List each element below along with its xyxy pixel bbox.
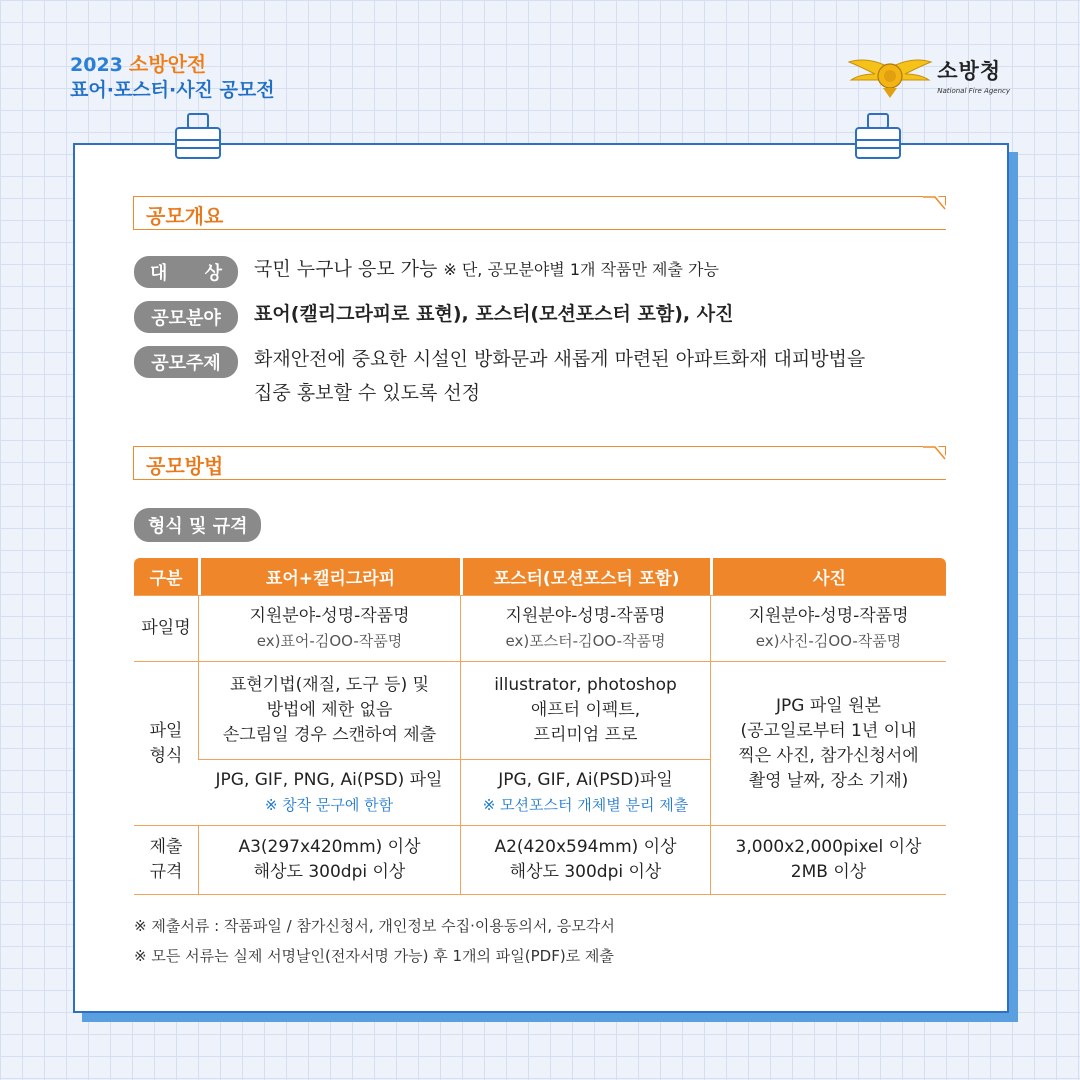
column-header: 포스터(모션포스터 포함) [460, 558, 710, 595]
theme-text: 화재안전에 중요한 시설인 방화문과 새롭게 마련된 아파트화재 대피방법을 집중 홍보할 수 있도록 선정 [254, 348, 866, 404]
field-row [134, 301, 733, 333]
table-cell: 지원분야-성명-작품명 ex)표어-김OO-작품명 [198, 595, 460, 661]
row-label: 제출 규격 [134, 825, 198, 895]
year-label: 2023 [70, 54, 123, 76]
table-cell: 표현기법(재질, 도구 등) 및 방법에 제한 없음 손그림일 경우 스캔하여 제출 [198, 661, 460, 759]
table-cell: A3(297x420mm) 이상 해상도 300dpi 이상 [198, 825, 460, 895]
field-text: 표어(캘리그라피로 표현), 포스터(모션포스터 포함), 사진 [254, 303, 734, 325]
table-cell: illustrator, photoshop 애프터 이펙트, 프리미엄 프로 [460, 661, 710, 759]
contest-subtitle: 표어·포스터·사진 공모전 [70, 78, 275, 101]
row-label: 파일 형식 [134, 661, 198, 825]
table-cell: 지원분야-성명-작품명 ex)포스터-김OO-작품명 [460, 595, 710, 661]
theme-row [134, 346, 865, 410]
table-header-row [134, 558, 946, 595]
field-label: 공모분야 [134, 301, 238, 333]
spec-table [134, 558, 946, 895]
folded-corner-icon [921, 445, 947, 479]
table-row [134, 595, 946, 661]
section-title: 공모방법 [146, 454, 224, 478]
target-label: 대 상 [134, 256, 238, 288]
row-label: 파일명 [134, 595, 198, 661]
target-note: ※ 단, 공모분야별 1개 작품만 제출 가능 [443, 260, 719, 279]
table-cell: JPG, GIF, PNG, Ai(PSD) 파일 ※ 창작 문구에 한함 [198, 759, 460, 825]
accent-title: 소방안전 [128, 52, 207, 76]
phoenix-emblem-icon [847, 50, 933, 100]
binder-clip-icon [850, 112, 906, 160]
table-cell: 3,000x2,000pixel 이상 2MB 이상 [710, 825, 946, 895]
table-cell: JPG, GIF, Ai(PSD)파일 ※ 모션포스터 개체별 분리 제출 [460, 759, 710, 825]
folded-corner-icon [921, 195, 947, 229]
table-row [134, 661, 946, 759]
logo-name: 소방청 [937, 59, 1002, 83]
table-cell: 지원분야-성명-작품명 ex)사진-김OO-작품명 [710, 595, 946, 661]
section-overview-header [133, 196, 946, 230]
section-method-header [133, 446, 946, 480]
theme-label: 공모주제 [134, 346, 238, 378]
binder-clip-icon [170, 112, 226, 160]
target-row [134, 256, 719, 288]
format-spec-label: 형식 및 규격 [134, 508, 261, 542]
column-header: 구분 [134, 558, 198, 595]
table-row [134, 825, 946, 895]
table-cell: A2(420x594mm) 이상 해상도 300dpi 이상 [460, 825, 710, 895]
footnote-documents: ※ 제출서류 : 작품파일 / 참가신청서, 개인정보 수집·이용동의서, 응모각서 [134, 917, 615, 935]
fire-agency-logo [847, 50, 1010, 100]
column-header: 표어+캘리그라피 [198, 558, 460, 595]
contest-title [70, 52, 275, 102]
target-text: 국민 누구나 응모 가능 ※ 단, 공모분야별 1개 작품만 제출 가능 [254, 258, 719, 280]
column-header: 사진 [710, 558, 946, 595]
table-cell: JPG 파일 원본 (공고일로부터 1년 이내 찍은 사진, 참가신청서에 촬영 날짜, 장소 기재) [710, 661, 946, 825]
footnote-signature: ※ 모든 서류는 실제 서명날인(전자서명 가능) 후 1개의 파일(PDF)로 제출 [134, 947, 614, 965]
logo-subtext: National Fire Agency [937, 87, 1010, 95]
section-title: 공모개요 [146, 204, 224, 228]
